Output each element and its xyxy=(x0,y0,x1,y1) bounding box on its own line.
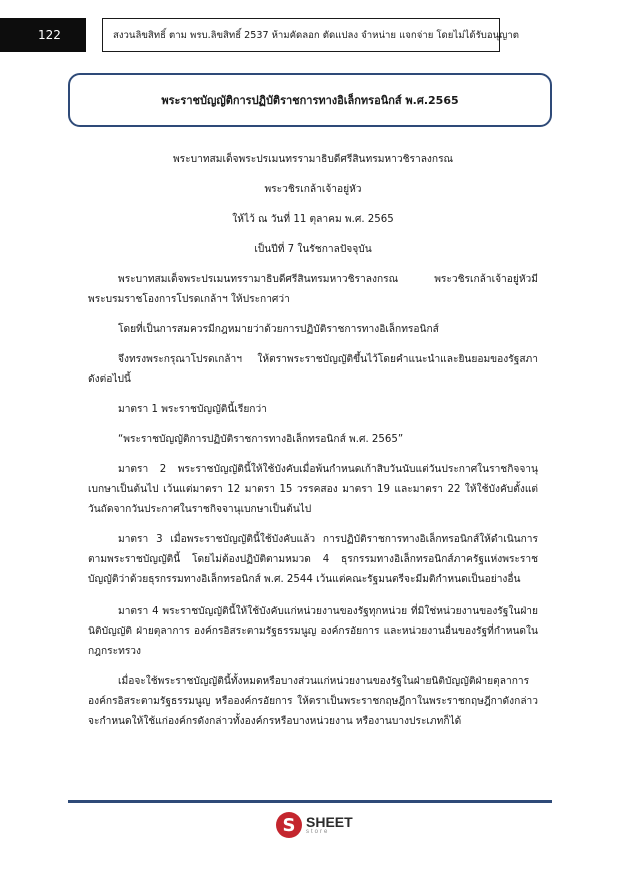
section-4-paragraph-2: เมื่อจะใช้พระราชบัญญัตินี้ทั้งหมดหรือบางส่วนแก่หน่วยงานของรัฐในฝ่ายนิติบัญญัติฝ่ายตุลาการ องค์กรอิสระตามรัฐธรรมนูญ หรือองค์กรอัยการ ให้ตราเป็นพระราชกฤษฎีกาในพระราชกฤษฎีกาดังกล่าวจะกำหนดให้ใช้แก่องค์กรดังกล่าวทั้งองค์กรหรือบางหน่วยงาน หรืองานบางประเภทก็ได้ xyxy=(88,676,538,727)
preamble-king-name: พระบาทสมเด็จพระปรเมนทรรามาธิบดีศรีสินทรมหาวชิราลงกรณ xyxy=(172,154,454,165)
logo-mark-icon xyxy=(276,812,302,838)
page-number xyxy=(0,18,86,52)
footer-divider xyxy=(68,800,552,803)
paragraph-enactment: จึงทรงพระกรุณาโปรดเกล้าฯ ให้ตราพระราชบัญญัติขึ้นไว้โดยคำแนะนำและยินยอมของรัฐสภา ดังต่อไปนี้ xyxy=(88,354,538,385)
document-title-box xyxy=(68,73,552,127)
section-3: มาตรา 3 เมื่อพระราชบัญญัตินี้ใช้บังคับแล้ว การปฏิบัติราชการทางอิเล็กทรอนิกส์ให้ดำเนินการตามพระราชบัญญัตินี้ โดยไม่ต้องปฏิบัติตามหมวด 4 ธุรกรรมทางอิเล็กทรอนิกส์ภาครัฐแห่งพระราชบัญญัติว่าด้วยธุรกรรมทางอิเล็กทรอนิกส์ พ.ศ. 2544 เว้นแต่คณะรัฐมนตรีจะมีมติกำหนดเป็นอย่างอื่น xyxy=(88,534,538,585)
copyright-header xyxy=(102,18,519,52)
logo-wordmark xyxy=(306,815,353,835)
preamble-date: ให้ไว้ ณ วันที่ 11 ตุลาคม พ.ศ. 2565 xyxy=(232,214,394,225)
page-number-text: 122 xyxy=(38,28,61,42)
paragraph-proclamation: พระบาทสมเด็จพระปรเมนทรรามาธิบดีศรีสินทรมหาวชิราลงกรณ พระวชิรเกล้าเจ้าอยู่หัวมีพระบรมราชโองการโปรดเกล้าฯ ให้ประกาศว่า xyxy=(88,274,538,305)
document-body xyxy=(88,150,538,742)
section-1-act-name: “พระราชบัญญัติการปฏิบัติราชการทางอิเล็กทรอนิกส์ พ.ศ. 2565” xyxy=(118,434,404,445)
sheet-store-logo xyxy=(276,812,353,838)
section-4: มาตรา 4 พระราชบัญญัตินี้ให้ใช้บังคับแก่หน่วยงานของรัฐทุกหน่วย ที่มิใช่หน่วยงานของรัฐในฝ่ายนิติบัญญัติ ฝ่ายตุลาการ องค์กรอิสระตามรัฐธรรมนูญ องค์กรอัยการ และหน่วยงานอื่นของรัฐที่กำหนดในกฎกระทรวง xyxy=(88,606,538,657)
document-title: พระราชบัญญัติการปฏิบัติราชการทางอิเล็กทรอนิกส์ พ.ศ.2565 xyxy=(161,94,459,107)
preamble-king-title: พระวชิรเกล้าเจ้าอยู่หัว xyxy=(264,184,362,195)
logo-word: SHEET xyxy=(306,814,353,830)
logo-subword: store xyxy=(306,829,330,835)
paragraph-reason: โดยที่เป็นการสมควรมีกฎหมายว่าด้วยการปฏิบัติราชการทางอิเล็กทรอนิกส์ xyxy=(118,324,439,335)
preamble-reign-year: เป็นปีที่ 7 ในรัชกาลปัจจุบัน xyxy=(254,244,372,255)
section-1: มาตรา 1 พระราชบัญญัตินี้เรียกว่า xyxy=(118,404,267,415)
section-2: มาตรา 2 พระราชบัญญัตินี้ให้ใช้บังคับเมื่อพ้นกำหนดเก้าสิบวันนับแต่วันประกาศในราชกิจจานุเบกษาเป็นต้นไป เว้นแต่มาตรา 12 มาตรา 15 วรรคสอง มาตรา 19 และมาตรา 22 ให้ใช้บังคับตั้งแต่วันถัดจากวันประกาศในราชกิจจานุเบกษาเป็นต้นไป xyxy=(88,464,538,515)
copyright-text: สงวนลิขสิทธิ์ ตาม พรบ.ลิขสิทธิ์ 2537 ห้ามคัดลอก ตัดแปลง จำหน่าย แจกจ่าย โดยไม่ได้รับอนุญาต xyxy=(113,29,519,41)
logo-letter: S xyxy=(282,814,296,836)
